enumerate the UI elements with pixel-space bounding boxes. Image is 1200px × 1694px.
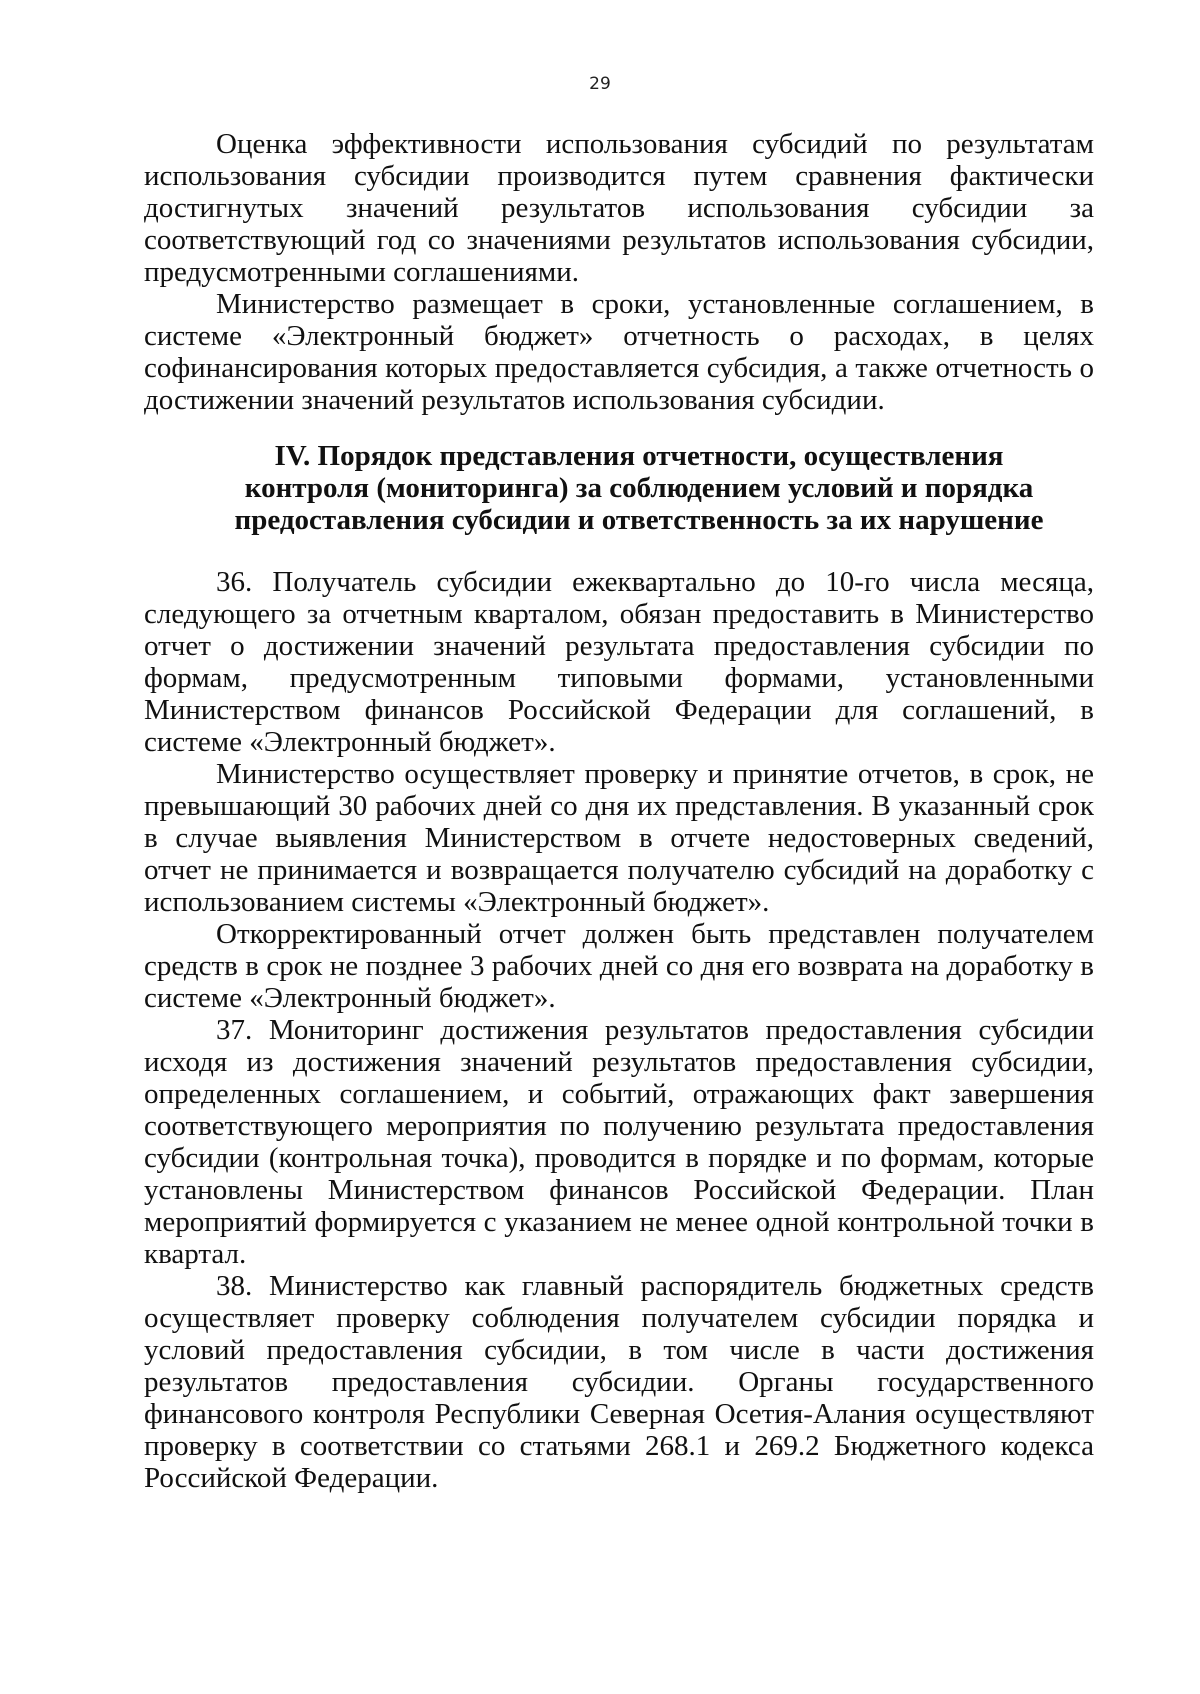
paragraph-efficiency-assessment: Оценка эффективности использования субсидий по результатам использования субсидии производится путем сравнения фактически достигнутых значений результатов использования субсидии за соответствующий год со значениями результатов использования субсидии, предусмотренными соглашениями. <box>144 128 1094 288</box>
section-heading-line: контроля (мониторинга) за соблюдением условий и порядка <box>244 472 1034 504</box>
section-heading-line: предоставления субсидии и ответственность за их нарушение <box>234 504 1044 536</box>
paragraph-report-verification: Министерство осуществляет проверку и принятие отчетов, в срок, не превышающий 30 рабочих дней со дня их представления. В указанный срок в случае выявления Министерством в отчете недостоверных сведений, отчет не принимается и возвращается получателю субсидий на доработку с использованием системы «Электронный бюджет». <box>144 758 1094 918</box>
paragraph-item-36: 36. Получатель субсидии ежеквартально до 10-го числа месяца, следующего за отчетным кварталом, обязан предоставить в Министерство отчет о достижении значений результата предоставления субсидии по формам, предусмотренным типовыми формами, установленными Министерством финансов Российской Федерации для соглашений, в системе «Электронный бюджет». <box>144 566 1094 758</box>
page-number: 29 <box>589 74 611 94</box>
paragraph-corrected-report: Откорректированный отчет должен быть представлен получателем средств в срок не позднее 3 рабочих дней со дня его возврата на доработку в системе «Электронный бюджет». <box>144 918 1094 1014</box>
section-heading <box>144 440 1094 536</box>
document-body <box>144 128 1094 1494</box>
paragraph-reporting-placement: Министерство размещает в сроки, установленные соглашением, в системе «Электронный бюджет» отчетность о расходах, в целях софинансирования которых предоставляется субсидия, а также отчетность о достижении значений результатов использования субсидии. <box>144 288 1094 416</box>
paragraph-item-38: 38. Министерство как главный распорядитель бюджетных средств осуществляет проверку соблюдения получателем субсидии порядка и условий предоставления субсидии, в том числе в части достижения результатов предоставления субсидии. Органы государственного финансового контроля Республики Северная Осетия-Алания осуществляют проверку в соответствии со статьями 268.1 и 269.2 Бюджетного кодекса Российской Федерации. <box>144 1270 1094 1494</box>
section-heading-line: IV. Порядок представления отчетности, осуществления <box>274 440 1004 472</box>
paragraph-item-37: 37. Мониторинг достижения результатов предоставления субсидии исходя из достижения значений результатов предоставления субсидии, определенных соглашением, и событий, отражающих факт завершения соответствующего мероприятия по получению результата предоставления субсидии (контрольная точка), проводится в порядке и по формам, которые установлены Министерством финансов Российской Федерации. План мероприятий формируется с указанием не менее одной контрольной точки в квартал. <box>144 1014 1094 1270</box>
